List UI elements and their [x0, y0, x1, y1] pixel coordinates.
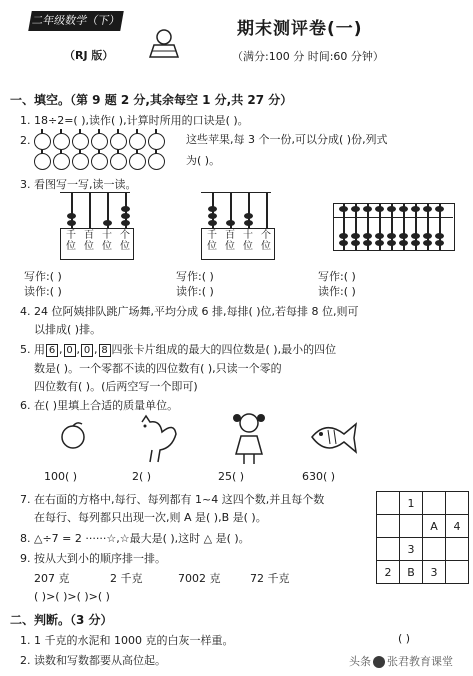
grid-cell — [446, 538, 469, 561]
q9-item-4: 72 千克 — [250, 572, 290, 585]
grade-badge: 二年级数学（下） — [28, 11, 124, 31]
grid-cell — [400, 515, 423, 538]
grid-cell: 3 — [423, 561, 446, 584]
abacus-1-unit: 位 — [120, 241, 130, 252]
abacus-2-unit: 位 — [261, 241, 271, 252]
q9-blanks: ( )>( )>( )>( ) — [34, 590, 110, 603]
section-fill-blank-title: 一、填空。（第 9 题 2 分,其余每空 1 分,共 27 分） — [10, 93, 293, 107]
suanpan-abacus — [333, 203, 457, 255]
grid-cell: 3 — [400, 538, 423, 561]
q9-item-2: 2 千克 — [110, 572, 143, 585]
grid-cell — [446, 561, 469, 584]
question-3: 3. 看图写一写,读一读。 — [20, 178, 137, 191]
grid-cell: 4 — [446, 515, 469, 538]
digit-card: 0 — [64, 344, 76, 357]
question-7-line2: 在每行、每列都只出现一次,则 A 是( ),B 是( )。 — [34, 511, 267, 524]
abacus-1 — [52, 192, 142, 264]
fish-icon — [308, 416, 360, 458]
abacus-2-unit: 位 — [225, 241, 235, 252]
judge-question-1: 1. 1 千克的水泥和 1000 克的白灰一样重。 — [20, 634, 234, 647]
edition-label: （RJ 版） — [64, 49, 114, 62]
question-2-line1: 这些苹果,每 3 个一份,可以分成( )份,列式 — [186, 133, 388, 146]
question-4-line1: 4. 24 位阿姨排队跳广场舞,平均分成 6 排,每排( )位,若每排 8 位,则可 — [20, 305, 359, 318]
question-2-number: 2. — [20, 134, 31, 147]
question-5-line2: 数是( )。一个零都不读的四位数有( ),只读一个零的 — [34, 362, 282, 375]
q6-fish-blank: 630( ) — [302, 470, 336, 483]
grid-cell — [423, 538, 446, 561]
grid-cell: B — [400, 561, 423, 584]
abacus-1-unit: 位 — [66, 241, 76, 252]
abacus-3-read: 读作:( ) — [318, 285, 356, 298]
grid-cell — [377, 538, 400, 561]
abacus-2-label-hundreds: 百 — [225, 230, 235, 241]
judge-question-2: 2. 读数和写数都要从高位起。 — [20, 654, 166, 667]
abacus-1-label-ones: 个 — [120, 230, 130, 241]
sudoku-grid — [376, 491, 469, 584]
abacus-2 — [193, 192, 283, 264]
rooster-icon — [130, 412, 180, 468]
question-1: 1. 18÷2=( ),读作( ),计算时所用的口诀是( )。 — [20, 114, 249, 127]
watermark-prefix: 头条 — [349, 655, 371, 668]
watermark — [349, 653, 453, 669]
watermark-name: 张君教育课堂 — [387, 655, 453, 668]
abacus-1-unit: 位 — [102, 241, 112, 252]
grid-cell — [377, 515, 400, 538]
grid-cell: 2 — [377, 561, 400, 584]
abacus-1-label-thousands: 千 — [66, 230, 76, 241]
question-5-line1: 5. 用 6 , 0 , 0 , 8 四张卡片组成的最大的四位数是( ),最小的四位 — [20, 343, 337, 356]
apples-illustration — [34, 131, 174, 171]
question-9: 9. 按从大到小的顺序排一排。 — [20, 552, 166, 565]
abacus-1-read: 读作:( ) — [24, 285, 62, 298]
grid-cell: A — [423, 515, 446, 538]
abacus-2-write: 写作:( ) — [176, 270, 214, 283]
q6-peach-blank: 100( ) — [44, 470, 78, 483]
q9-item-3: 7002 克 — [178, 572, 221, 585]
abacus-1-label-hundreds: 百 — [84, 230, 94, 241]
exam-meta: （满分:100 分 时间:60 分钟） — [232, 50, 384, 63]
exam-title: 期末测评卷(一) — [237, 19, 363, 39]
abacus-2-label-ones: 个 — [261, 230, 271, 241]
q9-item-1: 207 克 — [34, 572, 70, 585]
digit-card: 0 — [81, 344, 93, 357]
grid-cell — [377, 492, 400, 515]
abacus-1-write: 写作:( ) — [24, 270, 62, 283]
grid-cell: 1 — [400, 492, 423, 515]
girl-icon — [228, 410, 270, 466]
abacus-3-write: 写作:( ) — [318, 270, 356, 283]
digit-card: 8 — [99, 344, 111, 357]
digit-card: 6 — [46, 344, 58, 357]
question-8: 8. △÷7 = 2 ······☆,☆最大是( ),这时 △ 是( )。 — [20, 532, 250, 545]
question-5-prefix: 5. 用 — [20, 343, 45, 356]
question-2-line2: 为( )。 — [186, 154, 221, 167]
abacus-2-unit: 位 — [207, 241, 217, 252]
grid-cell — [446, 492, 469, 515]
abacus-1-label-tens: 十 — [102, 230, 112, 241]
abacus-2-label-thousands: 千 — [207, 230, 217, 241]
question-7-line1: 7. 在右面的方格中,每行、每列都有 1~4 这四个数,并且每个数 — [20, 493, 325, 506]
student-reading-icon — [140, 27, 188, 61]
abacus-2-read: 读作:( ) — [176, 285, 214, 298]
abacus-2-label-tens: 十 — [243, 230, 253, 241]
abacus-1-unit: 位 — [84, 241, 94, 252]
q6-girl-blank: 25( ) — [218, 470, 245, 483]
peach-icon — [58, 420, 88, 450]
grid-cell — [423, 492, 446, 515]
at-icon — [373, 656, 385, 668]
q6-rooster-blank: 2( ) — [132, 470, 152, 483]
abacus-2-unit: 位 — [243, 241, 253, 252]
section-judge-title: 二、判断。（3 分） — [10, 613, 113, 627]
question-5-line3: 四位数有( )。(后两空写一个即可) — [34, 380, 198, 393]
question-6: 6. 在( )里填上合适的质量单位。 — [20, 399, 179, 412]
question-4-line2: 以排成( )排。 — [34, 323, 102, 336]
judge-question-1-blank: ( ) — [398, 632, 411, 645]
question-5-text: 四张卡片组成的最大的四位数是( ),最小的四位 — [111, 343, 337, 356]
